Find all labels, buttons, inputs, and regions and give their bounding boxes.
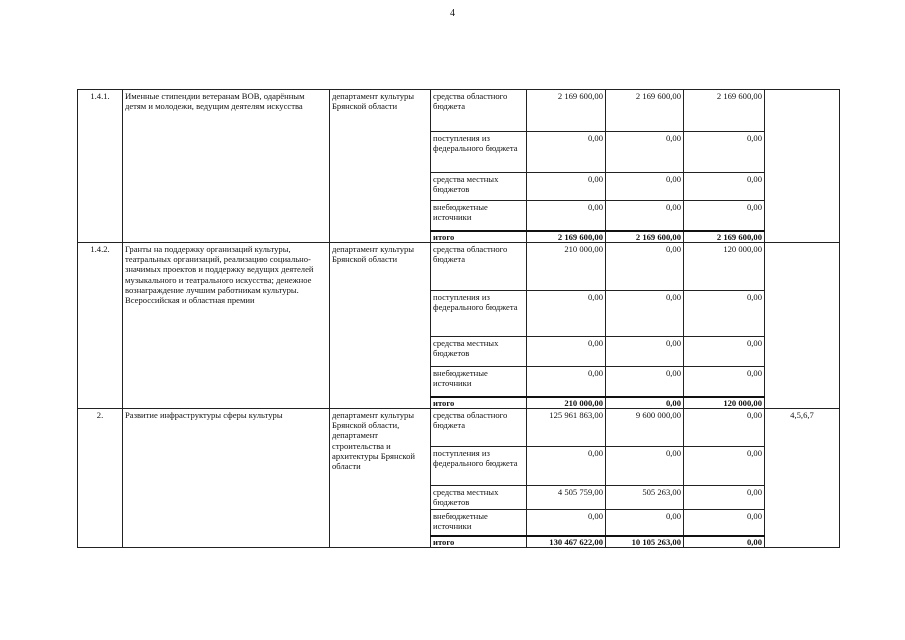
total-label: итого xyxy=(431,397,527,409)
total-amount-3: 2 169 600,00 xyxy=(684,231,765,243)
amount-3: 0,00 xyxy=(684,409,765,447)
page-number: 4 xyxy=(450,8,455,19)
table-row xyxy=(78,90,840,132)
amount-3: 0,00 xyxy=(684,486,765,510)
total-amount-1: 2 169 600,00 xyxy=(527,231,606,243)
funding-source: средства местных бюджетов xyxy=(431,486,527,510)
funding-source: поступления из федерального бюджета xyxy=(431,447,527,486)
amount-3: 0,00 xyxy=(684,337,765,367)
amount-3: 0,00 xyxy=(684,510,765,536)
funding-source: поступления из федерального бюджета xyxy=(431,132,527,173)
amount-3: 0,00 xyxy=(684,367,765,397)
amount-3: 0,00 xyxy=(684,132,765,173)
amount-2: 2 169 600,00 xyxy=(606,90,684,132)
budget-table xyxy=(77,89,840,548)
section-name: Гранты на поддержку организаций культуры, театральных организаций, реализацию социально-значимых проектов и поддержку ведущих деятелей музыкального и театрального искусства; денежное вознаграждение лучшим работникам культуры. Всероссийская и областная премии xyxy=(123,243,330,409)
amount-2: 0,00 xyxy=(606,291,684,337)
funding-source: внебюджетные источники xyxy=(431,510,527,536)
section-executor: департамент культуры Брянской области xyxy=(330,90,431,243)
funding-source: внебюджетные источники xyxy=(431,201,527,231)
section-code: 1.4.1. xyxy=(78,90,123,243)
amount-1: 0,00 xyxy=(527,510,606,536)
total-amount-1: 210 000,00 xyxy=(527,397,606,409)
table-row xyxy=(78,243,840,291)
total-amount-3: 120 000,00 xyxy=(684,397,765,409)
table-row xyxy=(78,409,840,447)
section-name: Развитие инфраструктуры сферы культуры xyxy=(123,409,330,548)
amount-2: 0,00 xyxy=(606,367,684,397)
total-amount-2: 2 169 600,00 xyxy=(606,231,684,243)
section-result xyxy=(765,243,840,409)
funding-source: поступления из федерального бюджета xyxy=(431,291,527,337)
amount-1: 0,00 xyxy=(527,337,606,367)
funding-source: средства областного бюджета xyxy=(431,90,527,132)
amount-1: 4 505 759,00 xyxy=(527,486,606,510)
amount-2: 0,00 xyxy=(606,201,684,231)
section-result xyxy=(765,90,840,243)
amount-1: 0,00 xyxy=(527,367,606,397)
amount-3: 0,00 xyxy=(684,201,765,231)
section-code: 1.4.2. xyxy=(78,243,123,409)
total-amount-2: 10 105 263,00 xyxy=(606,536,684,548)
amount-1: 2 169 600,00 xyxy=(527,90,606,132)
amount-1: 0,00 xyxy=(527,447,606,486)
funding-source: внебюджетные источники xyxy=(431,367,527,397)
section-executor: департамент культуры Брянской области, департамент строительства и архитектуры Брянской области xyxy=(330,409,431,548)
amount-1: 0,00 xyxy=(527,173,606,201)
funding-source: средства областного бюджета xyxy=(431,243,527,291)
section-result: 4,5,6,7 xyxy=(765,409,840,548)
amount-2: 0,00 xyxy=(606,510,684,536)
section-code: 2. xyxy=(78,409,123,548)
total-amount-3: 0,00 xyxy=(684,536,765,548)
funding-source: средства местных бюджетов xyxy=(431,173,527,201)
amount-2: 0,00 xyxy=(606,173,684,201)
amount-1: 210 000,00 xyxy=(527,243,606,291)
funding-source: средства областного бюджета xyxy=(431,409,527,447)
section-name: Именные стипендии ветеранам ВОВ, одарённым детям и молодежи, ведущим деятелям искусства xyxy=(123,90,330,243)
amount-1: 0,00 xyxy=(527,132,606,173)
amount-3: 120 000,00 xyxy=(684,243,765,291)
total-label: итого xyxy=(431,536,527,548)
amount-1: 125 961 863,00 xyxy=(527,409,606,447)
amount-2: 0,00 xyxy=(606,337,684,367)
amount-3: 2 169 600,00 xyxy=(684,90,765,132)
amount-1: 0,00 xyxy=(527,201,606,231)
amount-2: 0,00 xyxy=(606,243,684,291)
amount-3: 0,00 xyxy=(684,173,765,201)
amount-2: 0,00 xyxy=(606,447,684,486)
amount-2: 505 263,00 xyxy=(606,486,684,510)
amount-1: 0,00 xyxy=(527,291,606,337)
total-amount-1: 130 467 622,00 xyxy=(527,536,606,548)
amount-3: 0,00 xyxy=(684,447,765,486)
amount-3: 0,00 xyxy=(684,291,765,337)
total-amount-2: 0,00 xyxy=(606,397,684,409)
amount-2: 9 600 000,00 xyxy=(606,409,684,447)
total-label: итого xyxy=(431,231,527,243)
section-executor: департамент культуры Брянской области xyxy=(330,243,431,409)
amount-2: 0,00 xyxy=(606,132,684,173)
funding-source: средства местных бюджетов xyxy=(431,337,527,367)
